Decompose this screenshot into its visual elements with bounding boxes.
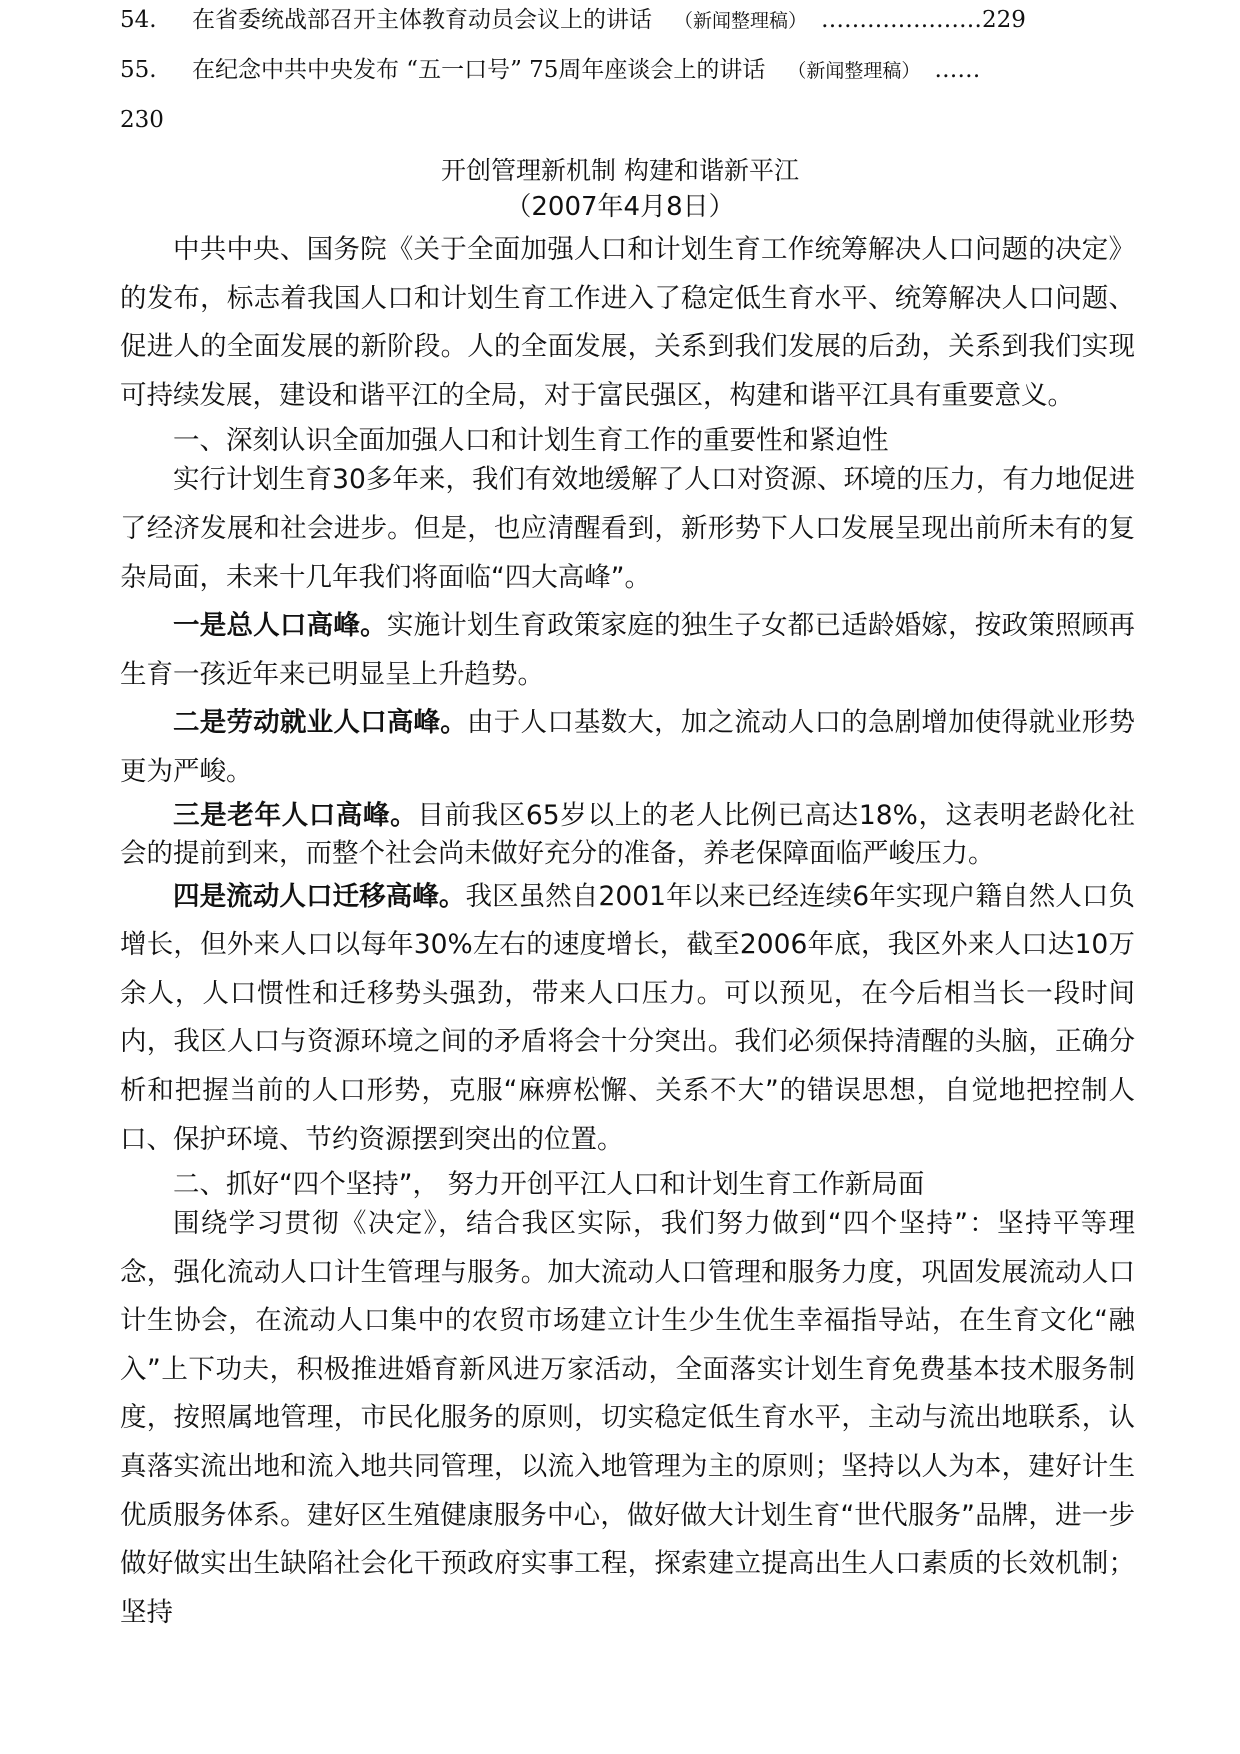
peak-2-label: 二是劳动就业人口高峰。	[173, 707, 468, 739]
section-1-paragraph: 实行计划生育30多年来，我们有效地缓解了人口对资源、环境的压力，有力地促进了经济发展和社会进步。但是，也应清醒看到，新形势下人口发展呈现出前所未有的复杂局面，未来十几年我们将面临“四大高峰”。	[120, 464, 1135, 593]
section-2-paragraph: 围绕学习贯彻《决定》，结合我区实际，我们努力做到“四个坚持”：坚持平等理念，强化流动人口计生管理与服务。加大流动人口管理和服务力度，巩固发展流动人口计生协会，在流动人口集中的农贸市场建立计生少生优生幸福指导站，在生育文化“融入”上下功夫，积极推进婚育新风进万家活动，全面落实计划生育免费基本技术服务制度，按照属地管理，市民化服务的原则，切实稳定低生育水平，主动与流出地联系，认真落实流出地和流入地共同管理，以流入地管理为主的原则；坚持以人为本，建好计生优质服务体系。建好区生殖健康服务中心，做好做大计划生育“世代服务”品牌，进一步做好做实出生缺陷社会化干预政府实事工程，探索建立提高出生人口素质的长效机制；坚持	[120, 1208, 1135, 1628]
toc-entry-note: （新闻整理稿）	[787, 60, 921, 82]
article-title: 开创管理新机制 构建和谐新平江	[441, 156, 799, 185]
peak-2-text: 由于人口基数大，加之流动人口的急剧增加使得就业形势更为严峻。	[120, 707, 1136, 787]
article-date: （2007年4月8日）	[505, 192, 735, 222]
peak-1-label: 一是总人口高峰。	[173, 610, 387, 642]
toc-entry-leader: ……	[934, 57, 981, 83]
toc-entry-number: 55.	[120, 57, 157, 83]
toc-entry-leader: …………………	[821, 7, 983, 33]
toc-entry-page: 229	[982, 7, 1026, 33]
toc-entry-page-wrapped: 230	[120, 107, 164, 133]
toc-entry-number: 54.	[120, 7, 157, 33]
peak-1-text: 实施计划生育政策家庭的独生子女都已适龄婚嫁，按政策照顾再生育一孩近年来已明显呈上升趋势。	[120, 610, 1136, 690]
intro-paragraph: 中共中央、国务院《关于全面加强人口和计划生育工作统筹解决人口问题的决定》的发布，标志着我国人口和计划生育工作进入了稳定低生育水平、统筹解决人口问题、促进人的全面发展的新阶段。人的全面发展，关系到我们发展的后劲，关系到我们实现可持续发展，建设和谐平江的全局，对于富民强区，构建和谐平江具有重要意义。	[120, 234, 1135, 411]
peak-1-paragraph	[120, 602, 1135, 699]
toc-entry-note: （新闻整理稿）	[674, 10, 808, 32]
toc-entry-title: 在纪念中共中央发布 “五一口号” 75周年座谈会上的讲话	[192, 57, 766, 83]
article-body	[120, 226, 1135, 1637]
peak-3-label: 三是老年人口高峰。	[173, 799, 418, 831]
peak-3-paragraph	[120, 797, 1135, 873]
section-heading-2: 二、抓好“四个坚持”， 努力开创平江人口和计划生育工作新局面	[173, 1169, 925, 1201]
toc-entry-55[interactable]	[120, 54, 1140, 87]
toc-entry-title: 在省委统战部召开主体教育动员会议上的讲话	[192, 7, 652, 33]
peak-4-paragraph	[120, 873, 1135, 1165]
section-heading-1: 一、深刻认识全面加强人口和计划生育工作的重要性和紧迫性	[173, 425, 889, 457]
toc-entry-54[interactable]	[120, 4, 1140, 37]
peak-4-text: 我区虽然自2001年以来已经连续6年实现户籍自然人口负增长，但外来人口以每年30%左右的速度增长，截至2006年底，我区外来人口达10万余人，人口惯性和迁移势头强劲，带来人口压力。可以预见，在今后相当长一段时间内，我区人口与资源环境之间的矛盾将会十分突出。我们必须保持清醒的头脑，正确分析和把握当前的人口形势，克服“麻痹松懈、关系不大”的错误思想，自觉地把控制人口、保护环境、节约资源摆到突出的位置。	[120, 880, 1135, 1155]
peak-4-label: 四是流动人口迁移高峰。	[173, 880, 466, 912]
peak-2-paragraph	[120, 699, 1135, 796]
peak-3-text: 目前我区65岁以上的老人比例已高达18%，这表明老龄化社会的提前到来，而整个社会尚未做好充分的准备，养老保障面临严峻压力。	[120, 799, 1136, 869]
